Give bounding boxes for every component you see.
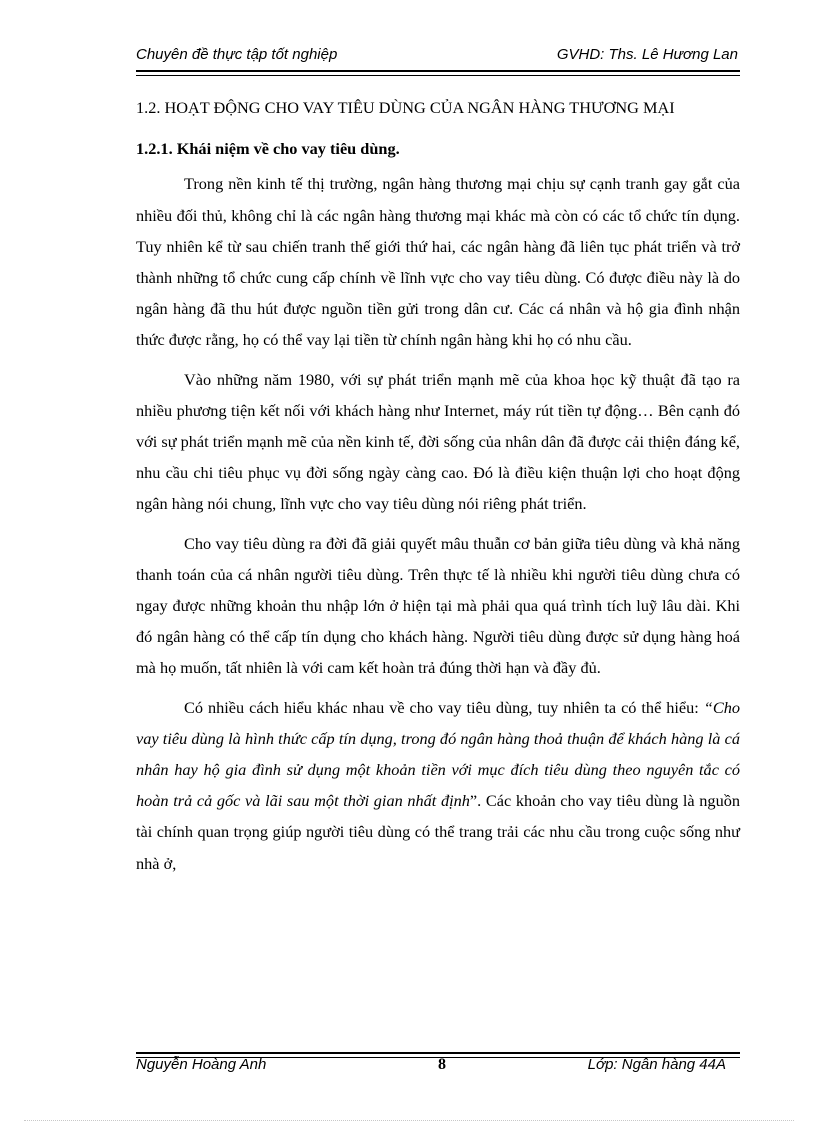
- header-rule: [136, 70, 740, 76]
- header-report-title: Chuyên đề thực tập tốt nghiệp: [136, 46, 338, 63]
- definition-intro: Có nhiều cách hiểu khác nhau về cho vay tiêu dùng, tuy nhiên ta có thể hiểu:: [184, 697, 704, 717]
- section-heading: 1.2. HOẠT ĐỘNG CHO VAY TIÊU DÙNG CỦA NGÂN HÀNG THƯƠNG MẠI: [136, 98, 675, 117]
- paragraph: Cho vay tiêu dùng ra đời đã giải quyết mâu thuẫn cơ bản giữa tiêu dùng và khả năng thanh toán của cá nhân người tiêu dùng. Trên thực tế là nhiều khi người tiêu dùng chưa có ngay được những khoản thu nhập lớn ở hiện tại mà phải qua quá trình tích luỹ lâu dài. Khi đó ngân hàng có thể cấp tín dụng cho khách hàng. Người tiêu dùng được sử dụng hàng hoá mà họ muốn, tất nhiên là với cam kết hoàn trả đúng thời hạn và đầy đủ.: [136, 533, 740, 678]
- page-number: 8: [438, 1056, 446, 1073]
- header-supervisor: GVHD: Ths. Lê Hương Lan: [556, 46, 738, 63]
- page-content: [136, 92, 740, 887]
- footer-author: Nguyễn Hoàng Anh: [136, 1056, 267, 1073]
- footer-class: Lớp: Ngân hàng 44A: [587, 1056, 726, 1073]
- paragraph: Trong nền kinh tế thị trường, ngân hàng thương mại chịu sự cạnh tranh gay gắt của nhiều đối thủ, không chỉ là các ngân hàng thương mại khác mà còn có các tổ chức tín dụng. Tuy nhiên kể từ sau chiến tranh thế giới thứ hai, các ngân hàng đã liên tục phát triển và trở thành những tổ chức cung cấp chính về lĩnh vực cho vay tiêu dùng. Có được điều này là do ngân hàng đã thu hút được nguồn tiền gửi trong dân cư. Các cá nhân và hộ gia đình nhận thức được rằng, họ có thể vay lại tiền từ chính ngân hàng khi họ có nhu cầu.: [136, 174, 740, 350]
- page-footer: [136, 1056, 740, 1078]
- page-bottom-divider: [24, 1120, 794, 1121]
- definition-paragraph: [136, 692, 740, 879]
- page-header: [136, 46, 738, 70]
- paragraph: Vào những năm 1980, với sự phát triển mạnh mẽ của khoa học kỹ thuật đã tạo ra nhiều phương tiện kết nối với khách hàng như Internet, máy rút tiền tự động… Bên cạnh đó với sự phát triển mạnh mẽ của nền kinh tế, đời sống của nhân dân đã được cải thiện đáng kể, nhu cầu chi tiêu phục vụ đời sống ngày càng cao. Đó là điều kiện thuận lợi cho hoạt động ngân hàng nói chung, lĩnh vực cho vay tiêu dùng nói riêng phát triển.: [136, 369, 740, 514]
- definition-quote: “Cho vay tiêu dùng là hình thức cấp tín dụng, trong đó ngân hàng thoả thuận để khách hàng là cá nhân hay hộ gia đình sử dụng một khoản tiền với mục đích tiêu dùng theo nguyên tắc có hoàn trả cả gốc và lãi sau một thời gian nhất định: [136, 697, 740, 811]
- subsection-heading: 1.2.1. Khái niệm về cho vay tiêu dùng.: [136, 139, 400, 159]
- definition-rest: ”. Các khoản cho vay tiêu dùng là nguồn tài chính quan trọng giúp người tiêu dùng có thể trang trải các nhu cầu trong cuộc sống như nhà ở,: [136, 791, 740, 873]
